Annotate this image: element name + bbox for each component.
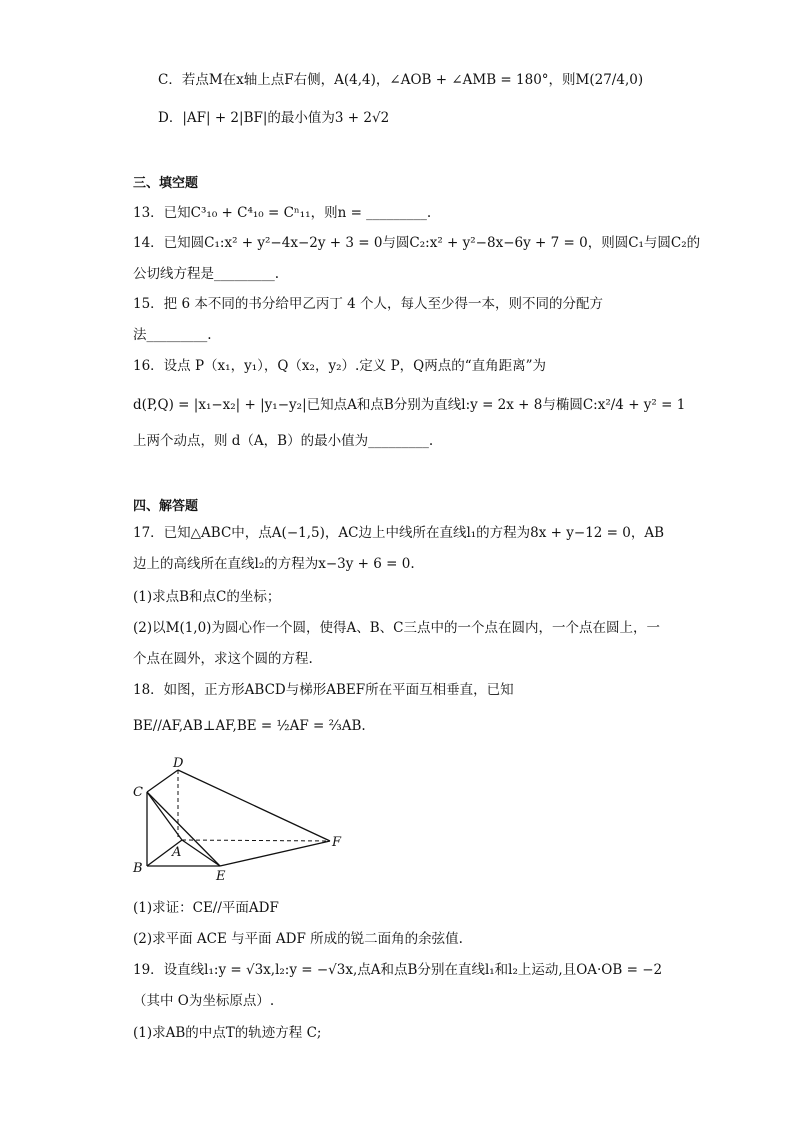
question-17-part1: (1)求点B和点C的坐标； <box>133 589 281 605</box>
question-14-line2: 公切线方程是_________. <box>133 266 280 282</box>
option-d: D．|AF| + 2|BF|的最小值为3 + 2√2 <box>158 110 390 126</box>
question-17-line1: 17．已知△ABC中，点A(−1,5)，AC边上中线所在直线l₁的方程为8x + y−12 = 0，AB <box>133 525 665 541</box>
edge-DF <box>178 770 330 841</box>
edge-AE <box>182 840 220 866</box>
label-D: D <box>173 756 184 771</box>
edge-CD <box>147 770 178 792</box>
solid-geometry-figure <box>128 752 358 882</box>
question-16-line2: d(P,Q) = |x₁−x₂| + |y₁−y₂|已知点A和点B分别为直线l:y = 2x + 8与椭圆C:x²/4 + y² = 1 <box>133 397 686 413</box>
label-B: B <box>133 861 143 876</box>
section-heading-fill-blank: 三、填空题 <box>133 176 199 191</box>
question-15-line2: 法_________. <box>133 327 212 343</box>
section-heading-answers: 四、解答题 <box>133 499 199 514</box>
option-c: C．若点M在x轴上点F右侧，A(4,4)，∠AOB + ∠AMB = 180°，则M(27/4,0) <box>158 72 644 88</box>
label-C: C <box>133 785 143 800</box>
question-18-line1: 18．如图，正方形ABCD与梯形ABEF所在平面互相垂直，已知 <box>133 682 514 698</box>
question-15-line1: 15．把 6 本不同的书分给甲乙丙丁 4 个人，每人至少得一本，则不同的分配方 <box>133 296 604 312</box>
question-17-part2-line2: 个点在圆外，求这个圆的方程. <box>133 651 313 667</box>
label-E: E <box>216 869 226 882</box>
question-19-part1: (1)求AB的中点T的轨迹方程 C; <box>133 1025 322 1041</box>
question-19-line1: 19．设直线l₁:y = √3x,l₂:y = −√3x,点A和点B分别在直线l₁和l₂上运动,且OA·OB = −2 <box>133 962 663 978</box>
label-F: F <box>332 835 342 850</box>
edge-CA <box>147 792 182 840</box>
question-17-line2: 边上的高线所在直线l₂的方程为x−3y + 6 = 0. <box>133 556 415 572</box>
edge-CE <box>147 792 220 866</box>
question-13: 13．已知C³₁₀ + C⁴₁₀ = Cⁿ₁₁，则n = _________. <box>133 205 432 221</box>
question-19-line2: （其中 O为坐标原点）. <box>133 993 275 1009</box>
edge-EF <box>220 841 330 866</box>
question-16-line1: 16．设点 P（x₁，y₁），Q（x₂，y₂）.定义 P，Q两点的“直角距离”为 <box>133 358 547 374</box>
question-18-part1: (1)求证：CE//平面ADF <box>133 900 279 916</box>
question-14-line1: 14．已知圆C₁:x² + y²−4x−2y + 3 = 0与圆C₂:x² + y²−8x−6y + 7 = 0，则圆C₁与圆C₂的 <box>133 235 701 251</box>
edge-AF-dashed <box>182 840 330 841</box>
label-A: A <box>172 845 182 860</box>
question-18-line2: BE//AF,AB⊥AF,BE = ½AF = ⅔AB. <box>133 718 366 734</box>
question-17-part2-line1: (2)以M(1,0)为圆心作一个圆，使得A、B、C三点中的一个点在圆内，一个点在圆上，一 <box>133 620 660 636</box>
question-16-line3: 上两个动点，则 d（A，B）的最小值为_________. <box>133 433 434 449</box>
question-18-part2: (2)求平面 ACE 与平面 ADF 所成的锐二面角的余弦值. <box>133 931 463 947</box>
